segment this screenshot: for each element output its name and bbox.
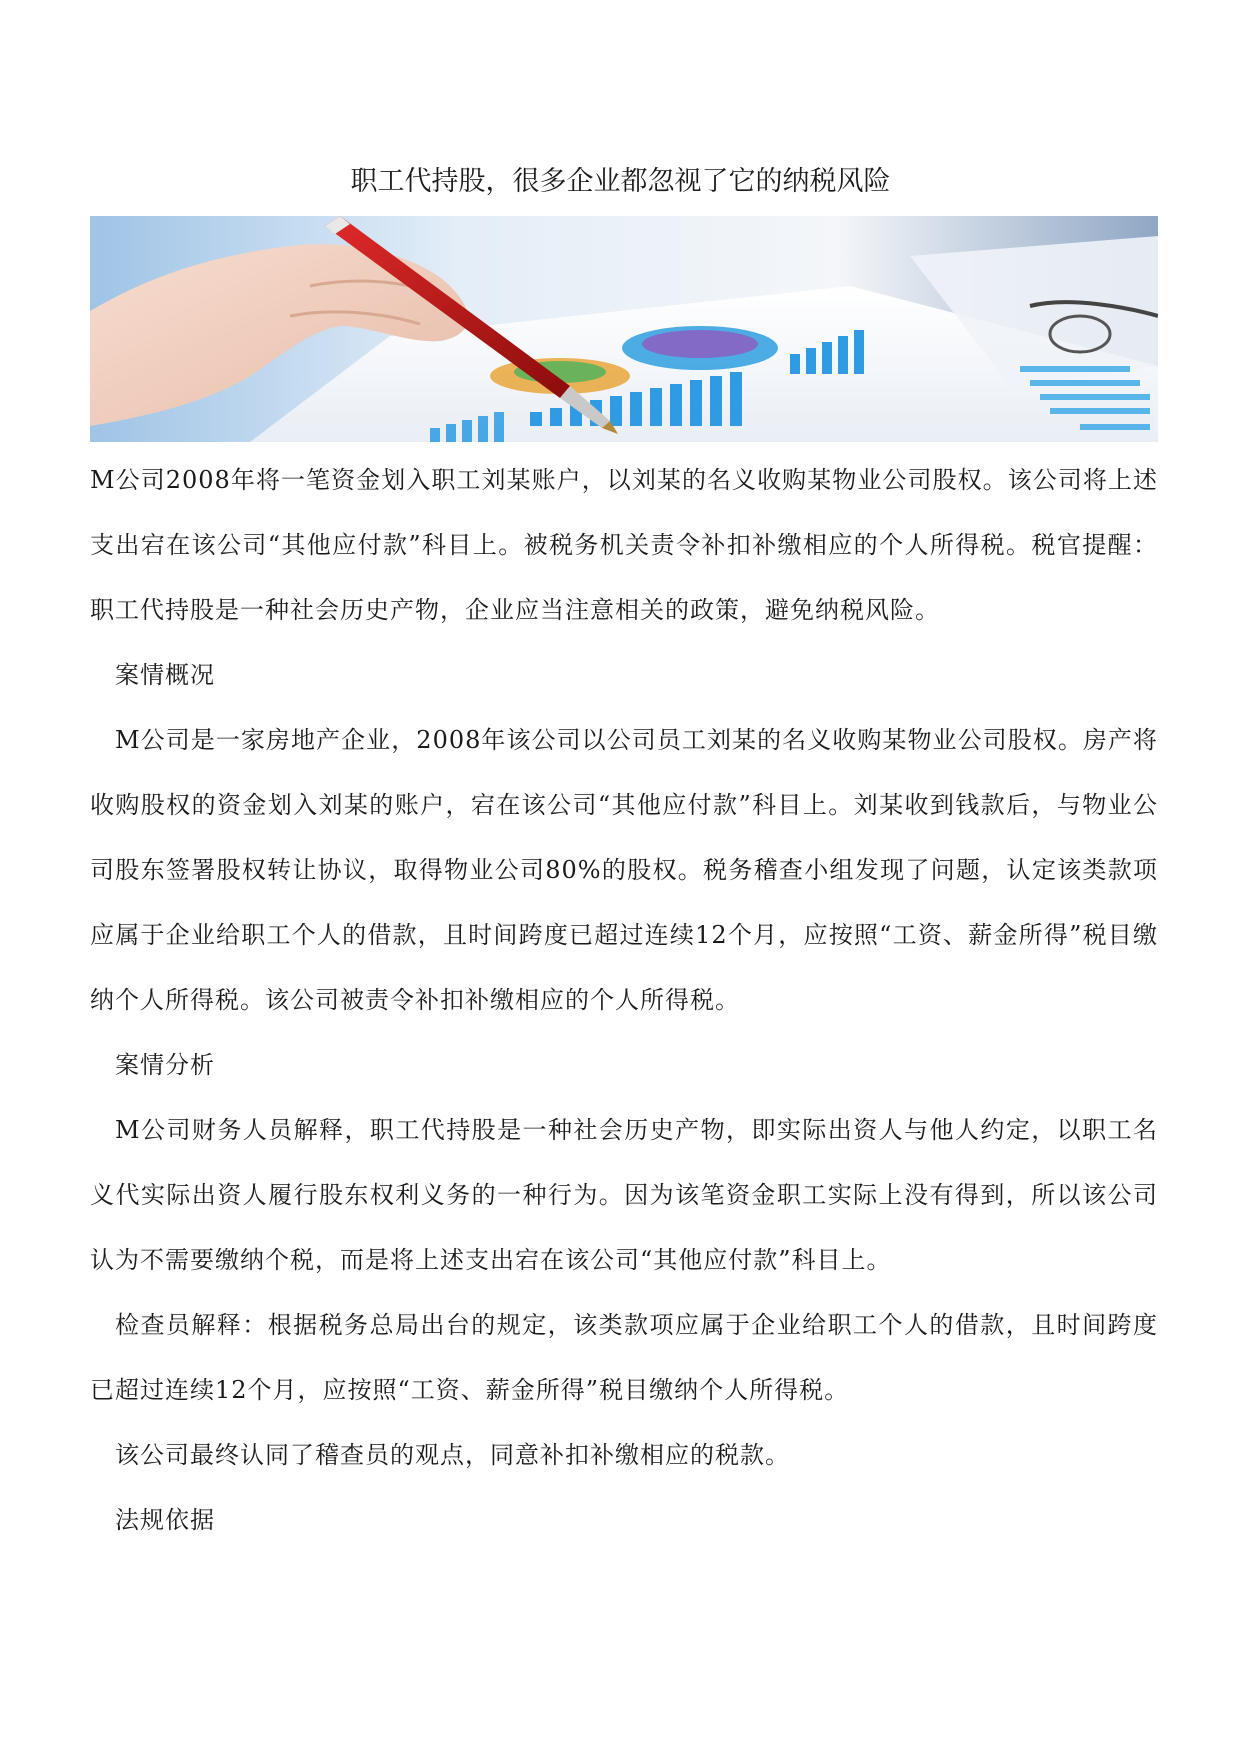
case-overview-paragraph: M公司是一家房地产企业，2008年该公司以公司员工刘某的名义收购某物业公司股权。房产将收购股权的资金划入刘某的账户，宕在该公司“其他应付款”科目上。刘某收到钱款后，与物业公司股东签署股权转让协议，取得物业公司80%的股权。税务稽查小组发现了问题，认定该类款项应属于企业给职工个人的借款，且时间跨度已超过连续12个月，应按照“工资、薪金所得”税目缴纳个人所得税。该公司被责令补扣补缴相应的个人所得税。 bbox=[90, 726, 1158, 1014]
section-heading-case-analysis: 案情分析 bbox=[115, 1051, 215, 1079]
section-heading-case-overview: 案情概况 bbox=[115, 661, 215, 689]
banner-image bbox=[90, 216, 1158, 442]
intro-paragraph: M公司2008年将一笔资金划入职工刘某账户，以刘某的名义收购某物业公司股权。该公司将上述支出宕在该公司“其他应付款”科目上。被税务机关责令补扣补缴相应的个人所得税。税官提醒：职工代持股是一种社会历史产物，企业应当注意相关的政策，避免纳税风险。 bbox=[90, 466, 1158, 624]
inspector-explanation-paragraph: 检查员解释：根据税务总局出台的规定，该类款项应属于企业给职工个人的借款，且时间跨度已超过连续12个月，应按照“工资、薪金所得”税目缴纳个人所得税。 bbox=[90, 1311, 1158, 1404]
body-text bbox=[90, 448, 1158, 1553]
section-heading-legal-basis: 法规依据 bbox=[115, 1506, 215, 1534]
case-analysis-paragraph: M公司财务人员解释，职工代持股是一种社会历史产物，即实际出资人与他人约定，以职工名义代实际出资人履行股东权利义务的一种行为。因为该笔资金职工实际上没有得到，所以该公司认为不需要缴纳个税，而是将上述支出宕在该公司“其他应付款”科目上。 bbox=[90, 1116, 1158, 1274]
conclusion-paragraph: 该公司最终认同了稽查员的观点，同意补扣补缴相应的税款。 bbox=[115, 1441, 790, 1469]
document-title: 职工代持股，很多企业都忽视了它的纳税风险 bbox=[350, 166, 891, 197]
